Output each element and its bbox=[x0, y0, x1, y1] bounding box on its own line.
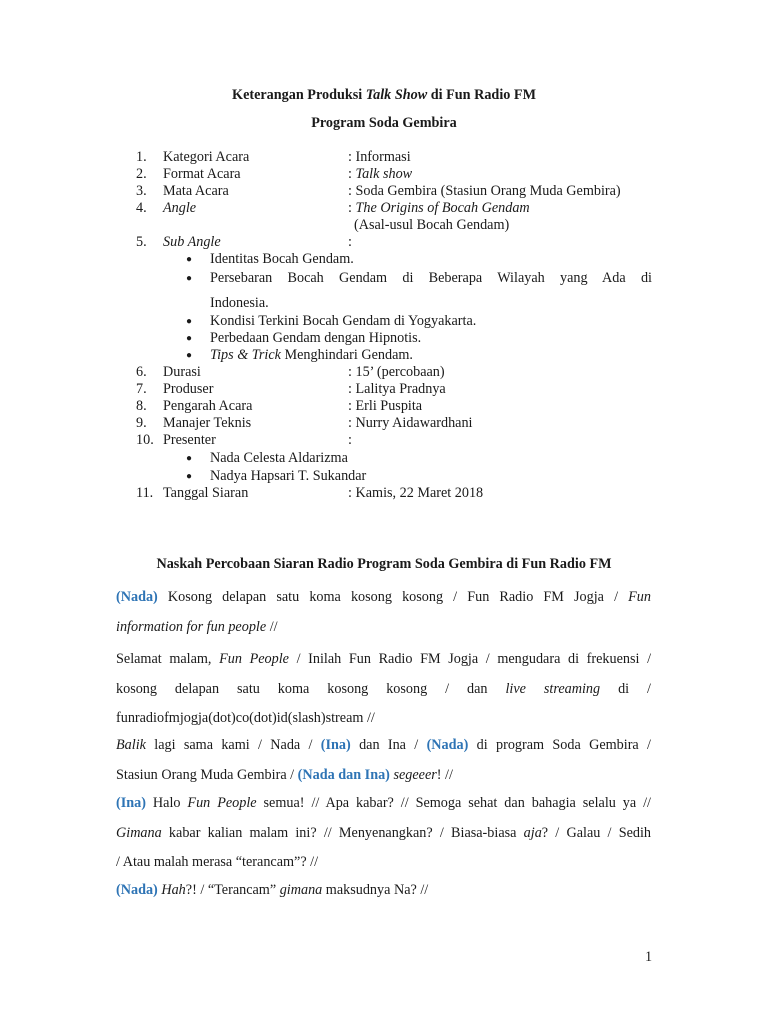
bullet-icon: ● bbox=[186, 333, 193, 344]
script-paragraph bbox=[116, 645, 651, 734]
bullet-icon: ● bbox=[186, 316, 193, 327]
row-value bbox=[348, 166, 412, 183]
speaker-label: (Nada) bbox=[116, 882, 158, 898]
script-text: / Inilah Fun Radio FM Jogja / mengudara di frekuensi / bbox=[288, 651, 652, 667]
row-value: : Kamis, 22 Maret 2018 bbox=[348, 485, 484, 501]
speaker-label: (Nada dan Ina) bbox=[297, 766, 390, 783]
row-label: Kategori Acara bbox=[163, 149, 250, 165]
bullet-icon: ● bbox=[186, 471, 193, 482]
script-italic: Balik bbox=[116, 737, 146, 753]
row-label: Angle bbox=[163, 200, 197, 216]
list-item bbox=[186, 450, 652, 467]
script-line bbox=[116, 819, 651, 849]
script-text: ! // bbox=[436, 766, 453, 783]
row-number: 3. bbox=[136, 183, 147, 199]
list-item-text: Perbedaan Gendam dengan Hipnotis. bbox=[210, 330, 422, 346]
row-value-prefix: : bbox=[348, 166, 356, 182]
script-paragraph bbox=[116, 789, 651, 878]
title-text-2: di Fun Radio FM bbox=[427, 87, 536, 103]
list-item-text: Nadya Hapsari T. Sukandar bbox=[210, 468, 367, 484]
list-item-text: Persebaran Bocah Gendam di Beberapa Wilayah yang Ada di bbox=[210, 270, 652, 286]
script-text: ? / Galau / Sedih bbox=[541, 824, 652, 841]
script-italic: gimana bbox=[279, 882, 323, 898]
script-text: Selamat malam, bbox=[116, 651, 220, 667]
bullet-icon: ● bbox=[186, 453, 193, 464]
row-label: Presenter bbox=[163, 432, 216, 448]
script-text: lagi sama kami / Nada / bbox=[145, 737, 321, 753]
row-value-italic: Talk show bbox=[355, 166, 413, 182]
script-paragraph bbox=[116, 731, 651, 790]
row-value: : bbox=[348, 234, 352, 250]
bullet-icon: ● bbox=[186, 350, 193, 361]
script-text: di / bbox=[600, 680, 651, 697]
script-line bbox=[116, 675, 651, 705]
row-value: : Informasi bbox=[348, 149, 411, 165]
script-line bbox=[116, 789, 651, 819]
row-number: 1. bbox=[136, 149, 147, 165]
script-line bbox=[116, 645, 651, 675]
list-item-italic: Tips & Trick bbox=[210, 347, 281, 363]
bullet-icon: ● bbox=[186, 273, 193, 284]
row-label: Pengarah Acara bbox=[163, 398, 253, 414]
script-text: kosong delapan satu koma kosong kosong / dan bbox=[116, 680, 506, 697]
row-label: Manajer Teknis bbox=[163, 415, 252, 431]
row-value: : Nurry Aidawardhani bbox=[348, 415, 473, 431]
speaker-label: (Ina) bbox=[320, 737, 351, 753]
row-number: 10. bbox=[136, 432, 154, 448]
script-text: Halo bbox=[145, 795, 188, 811]
row-number: 5. bbox=[136, 234, 147, 250]
bullet-icon: ● bbox=[186, 254, 193, 265]
script-text: ?! / “Terancam” bbox=[185, 882, 280, 898]
row-value-line2: (Asal-usul Bocah Gendam) bbox=[354, 217, 510, 233]
title-italic: Talk Show bbox=[365, 87, 428, 103]
list-item-text: Nada Celesta Aldarizma bbox=[210, 450, 348, 466]
script-italic: aja bbox=[523, 824, 542, 841]
script-text: dan Ina / bbox=[350, 737, 427, 753]
row-value: : Soda Gembira (Stasiun Orang Muda Gembira) bbox=[348, 183, 621, 199]
list-item bbox=[186, 330, 652, 347]
row-number: 11. bbox=[136, 485, 154, 501]
script-text: semua! // Apa kabar? // Semoga sehat dan bahagia selalu ya // bbox=[256, 795, 652, 811]
script-text: kabar kalian malam ini? // Menyenangkan? / Biasa-biasa bbox=[161, 824, 524, 841]
script-italic: segeeer bbox=[389, 766, 437, 783]
row-label: Format Acara bbox=[163, 166, 241, 182]
list-item bbox=[186, 468, 652, 485]
script-line bbox=[116, 731, 651, 761]
page-number: 1 bbox=[645, 949, 653, 965]
list-item-text: Indonesia. bbox=[210, 295, 269, 311]
script-italic: Gimana bbox=[116, 824, 162, 841]
script-line bbox=[116, 583, 651, 613]
script-text: // bbox=[266, 618, 278, 635]
script-italic: Fun People bbox=[219, 651, 289, 667]
script-text: maksudnya Na? // bbox=[322, 882, 429, 898]
script-line: / Atau malah merasa “terancam”? // bbox=[116, 854, 319, 870]
row-label: Tanggal Siaran bbox=[163, 485, 249, 501]
title-text-1: Keterangan Produksi bbox=[232, 87, 366, 103]
list-item bbox=[186, 270, 652, 287]
script-text: di program Soda Gembira / bbox=[468, 737, 651, 753]
list-item-continuation bbox=[186, 295, 652, 312]
script-italic: Fun People bbox=[187, 795, 257, 811]
document-title bbox=[0, 87, 768, 104]
row-label: Sub Angle bbox=[163, 234, 221, 250]
script-italic: live streaming bbox=[505, 680, 601, 697]
script-line bbox=[116, 761, 651, 791]
script-paragraph bbox=[116, 876, 651, 906]
list-item bbox=[186, 251, 652, 268]
script-text: Stasiun Orang Muda Gembira / bbox=[116, 766, 298, 783]
script-italic: Fun bbox=[628, 589, 651, 605]
speaker-label: (Nada) bbox=[116, 589, 158, 605]
row-label: Produser bbox=[163, 381, 214, 397]
list-item-text: Kondisi Terkini Bocah Gendam di Yogyakarta. bbox=[210, 313, 477, 329]
list-item bbox=[186, 313, 652, 330]
script-title: Naskah Percobaan Siaran Radio Program Soda Gembira di Fun Radio FM bbox=[156, 556, 612, 572]
list-item-text bbox=[210, 347, 652, 364]
speaker-label: (Nada) bbox=[426, 737, 469, 753]
row-value: : Erli Puspita bbox=[348, 398, 423, 414]
row-value: : Lalitya Pradnya bbox=[348, 381, 446, 397]
row-value: : 15’ (percobaan) bbox=[348, 364, 445, 380]
row-number: 6. bbox=[136, 364, 147, 380]
row-number: 9. bbox=[136, 415, 147, 431]
row-number: 4. bbox=[136, 200, 147, 216]
script-line bbox=[116, 613, 651, 643]
script-italic: Hah bbox=[157, 882, 186, 898]
list-item bbox=[186, 347, 652, 364]
row-number: 8. bbox=[136, 398, 147, 414]
row-value bbox=[348, 200, 530, 217]
script-italic: information for fun people bbox=[116, 618, 267, 635]
row-value-prefix: : bbox=[348, 200, 356, 216]
script-text: Kosong delapan satu koma kosong kosong / Fun Radio FM Jogja / bbox=[157, 589, 629, 605]
row-value: : bbox=[348, 432, 352, 448]
row-value-italic: The Origins of Bocah Gendam bbox=[355, 200, 530, 216]
script-line bbox=[116, 876, 651, 906]
script-line: funradiofmjogja(dot)co(dot)id(slash)stream // bbox=[116, 710, 375, 726]
list-item-rest: Menghindari Gendam. bbox=[280, 347, 413, 363]
row-number: 2. bbox=[136, 166, 147, 182]
row-number: 7. bbox=[136, 381, 147, 397]
row-label: Durasi bbox=[163, 364, 201, 380]
script-paragraph bbox=[116, 583, 651, 642]
list-item-text: Identitas Bocah Gendam. bbox=[210, 251, 354, 267]
document-subtitle: Program Soda Gembira bbox=[311, 115, 457, 131]
speaker-label: (Ina) bbox=[116, 795, 146, 811]
row-label: Mata Acara bbox=[163, 183, 229, 199]
